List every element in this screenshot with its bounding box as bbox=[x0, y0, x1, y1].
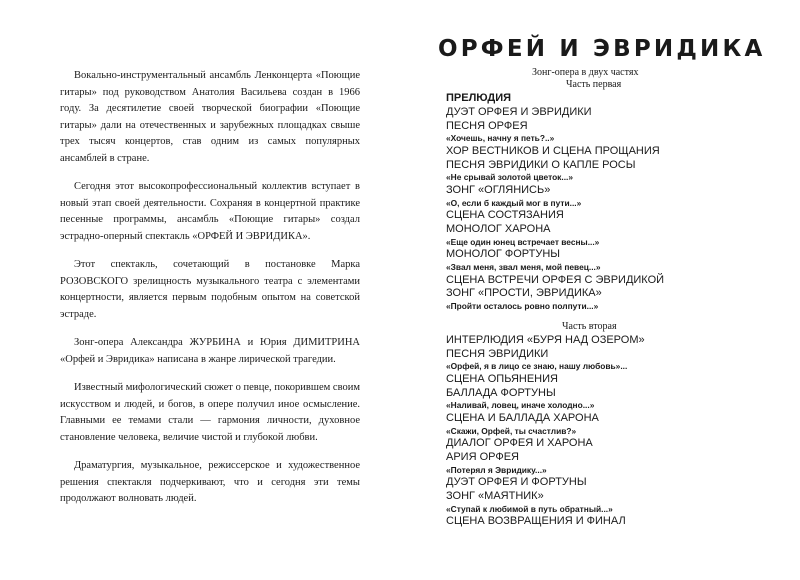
part-2-program bbox=[446, 334, 768, 529]
program-item-quote: «Еще один юнец встречает весны...» bbox=[446, 236, 600, 247]
program-item: АРИЯ ОРФЕЯ bbox=[446, 451, 519, 464]
part-2-heading: Часть вторая bbox=[562, 320, 617, 332]
program-item: СЦЕНА ВОЗВРАЩЕНИЯ И ФИНАЛ bbox=[446, 515, 626, 528]
program-item: СЦЕНА ОПЬЯНЕНИЯ bbox=[446, 372, 558, 385]
left-page bbox=[60, 68, 360, 520]
program-item: ПЕСНЯ ОРФЕЯ bbox=[446, 119, 528, 132]
program-item-quote: «О, если б каждый мог в пути...» bbox=[446, 197, 582, 208]
page-title: ОРФЕЙ И ЭВРИДИКА bbox=[438, 36, 766, 62]
program-item-quote: «Звал меня, звал меня, мой певец...» bbox=[446, 262, 601, 273]
paragraph-6: Драматургия, музыкальное, режиссерское и художественное решения спектакля подчеркивают, что и сегодня эти темы продолжают волновать людей. bbox=[60, 460, 360, 504]
program-item: ХОР ВЕСТНИКОВ И СЦЕНА ПРОЩАНИЯ bbox=[446, 144, 660, 157]
program-item: ЗОНГ «МАЯТНИК» bbox=[446, 490, 544, 503]
program-item-quote: «Хочешь, начну я петь?..» bbox=[446, 133, 555, 144]
program-item-quote: «Наливай, ловец, иначе холодно...» bbox=[446, 400, 595, 411]
program-item-quote: «Скажи, Орфей, ты счастлив?» bbox=[446, 425, 577, 436]
program-item: МОНОЛОГ ХАРОНА bbox=[446, 223, 551, 236]
program-item: БАЛЛАДА ФОРТУНЫ bbox=[446, 386, 556, 399]
program-item-quote: «Не срывай золотой цветок...» bbox=[446, 172, 574, 183]
program-item: ЗОНГ «ПРОСТИ, ЭВРИДИКА» bbox=[446, 287, 602, 300]
paragraph-5: Известный мифологический сюжет о певце, покорившем своим искусством и людей, и богов, в опере получил иное осмысление. Главными ее темами стали — гармония личности, духовное становление человека, величие чистой и глубокой любви. bbox=[60, 382, 360, 443]
paragraph-3: Этот спектакль, сочетающий в постановке Марка РОЗОВСКОГО зрелищность музыкального театра с элементами концертности, является первым подобным опытом на советской эстраде. bbox=[60, 259, 360, 320]
right-page bbox=[438, 36, 768, 529]
paragraph-1: Вокально-инструментальный ансамбль Ленконцерта «Поющие гитары» под руководством Анатолия Васильева создан в 1966 году. За десятилетие своей творческой биографии «Поющие гитары» дали на отечественных и зарубежных площадках свыше трех тысяч концертов, став одним из самых популярных ансамблей в стране. bbox=[60, 70, 360, 164]
program-item: ПРЕЛЮДИЯ bbox=[446, 92, 512, 104]
subtitle: Зонг-опера в двух частях bbox=[532, 67, 639, 78]
program-item-quote: «Ступай к любимой в путь обратный...» bbox=[446, 503, 613, 514]
program-item: СЦЕНА И БАЛЛАДА ХАРОНА bbox=[446, 411, 599, 424]
paragraph-4: Зонг-опера Александра ЖУРБИНА и Юрия ДИМИТРИНА «Орфей и Эвридика» написана в жанре лирической трагедии. bbox=[60, 337, 360, 365]
program-item: СЦЕНА СОСТЯЗАНИЯ bbox=[446, 209, 564, 222]
program-item: ДУЭТ ОРФЕЯ И ФОРТУНЫ bbox=[446, 476, 587, 489]
program-item: МОНОЛОГ ФОРТУНЫ bbox=[446, 248, 561, 261]
program-item-quote: «Пройти осталось ровно полпути...» bbox=[446, 301, 599, 312]
paragraph-2: Сегодня этот высокопрофессиональный коллектив вступает в новый этап своей деятельности. Сохраняя в концертной практике песенные программы, ансамбль «Поющие гитары» создал эстрадно-оперный спектакль «ОРФЕЙ И ЭВРИДИКА». bbox=[60, 181, 360, 242]
program-item: ИНТЕРЛЮДИЯ «БУРЯ НАД ОЗЕРОМ» bbox=[446, 333, 645, 346]
program-item: ПЕСНЯ ЭВРИДИКИ bbox=[446, 347, 549, 360]
program-item: ДУЭТ ОРФЕЯ И ЭВРИДИКИ bbox=[446, 105, 592, 118]
program-item-quote: «Потерял я Эвридику...» bbox=[446, 464, 547, 475]
part-1-program bbox=[446, 92, 768, 312]
program-item: ЗОНГ «ОГЛЯНИСЬ» bbox=[446, 183, 551, 196]
program-item: ПЕСНЯ ЭВРИДИКИ О КАПЛЕ РОСЫ bbox=[446, 158, 636, 171]
program-item: СЦЕНА ВСТРЕЧИ ОРФЕЯ С ЭВРИДИКОЙ bbox=[446, 273, 665, 286]
program-item-quote: «Орфей, я в лицо се знаю, нашу любовь»... bbox=[446, 361, 628, 372]
part-1-heading: Часть первая bbox=[566, 79, 622, 90]
program-item: ДИАЛОГ ОРФЕЯ И ХАРОНА bbox=[446, 437, 593, 450]
